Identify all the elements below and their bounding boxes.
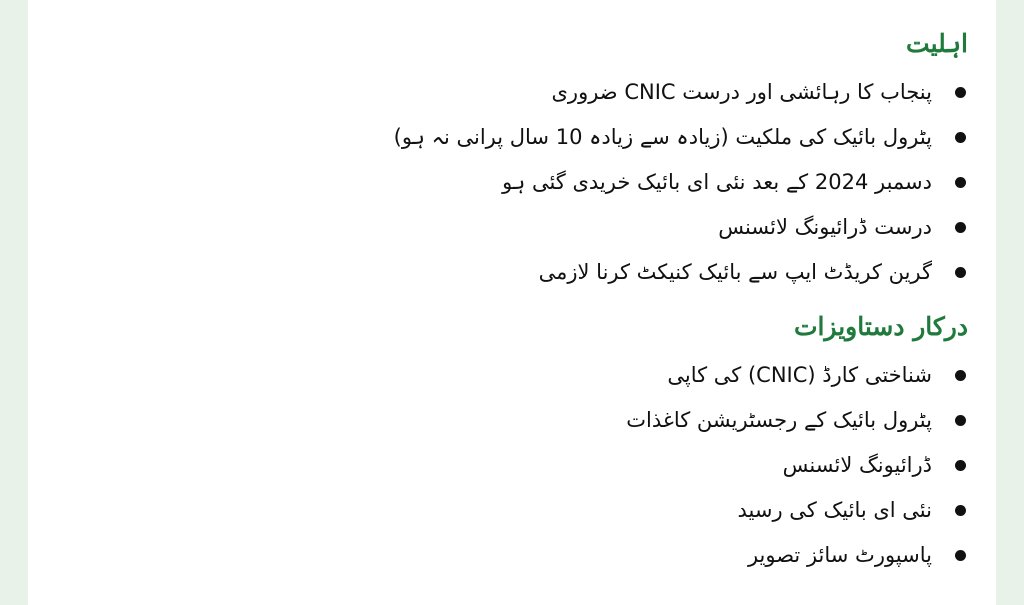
list-item: درست ڈرائیونگ لائسنس bbox=[368, 205, 968, 250]
eligibility-list bbox=[368, 70, 968, 295]
eligibility-heading: اہلیت bbox=[906, 29, 968, 58]
list-item: دسمبر 2024 کے بعد نئی ای بائیک خریدی گئی ہو bbox=[368, 160, 968, 205]
list-item: شناختی کارڈ (CNIC) کی کاپی bbox=[368, 353, 968, 398]
documents-list bbox=[368, 353, 968, 578]
content-column bbox=[368, 0, 968, 578]
documents-heading: درکار دستاویزات bbox=[793, 312, 968, 341]
list-item: پٹرول بائیک کے رجسٹریشن کاغذات bbox=[368, 398, 968, 443]
list-item: پاسپورٹ سائز تصویر bbox=[368, 533, 968, 578]
list-item: پنجاب کا رہائشی اور درست CNIC ضروری bbox=[368, 70, 968, 115]
list-item: پٹرول بائیک کی ملکیت (زیادہ سے زیادہ 10 سال پرانی نہ ہو) bbox=[368, 115, 968, 160]
document-page bbox=[28, 0, 996, 605]
list-item: ڈرائیونگ لائسنس bbox=[368, 443, 968, 488]
list-item: گرین کریڈٹ ایپ سے بائیک کنیکٹ کرنا لازمی bbox=[368, 250, 968, 295]
list-item: نئی ای بائیک کی رسید bbox=[368, 488, 968, 533]
